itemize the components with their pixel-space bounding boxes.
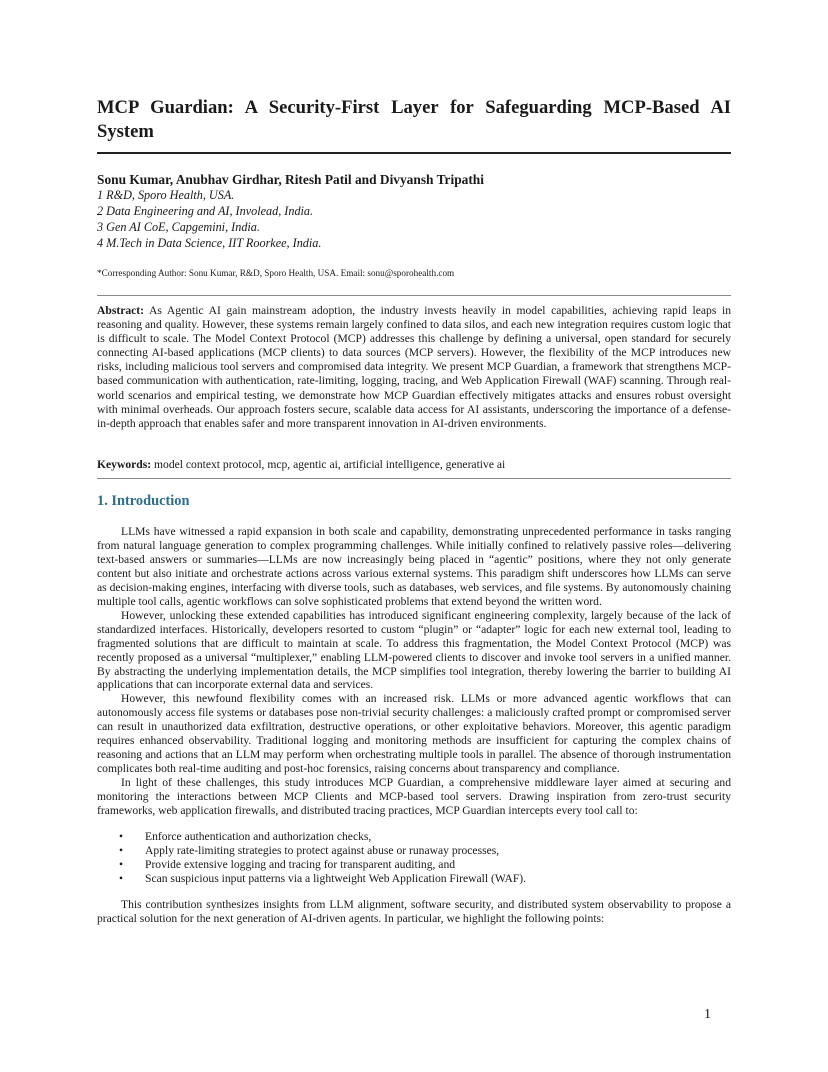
intro-paragraph-2: However, unlocking these extended capabilities has introduced significant engineering complexity, largely because of the lack of standardized interfaces. Historically, developers resorted to custom “plugin” or “adapter” logic for each new external tool, leading to fragmented solutions that are difficult to maintain at scale. To address this fragmentation, the Model Context Protocol (MCP) was recently proposed as a universal “multiplexer,” enabling LLM-powered clients to discover and invoke tool servers in a unified manner. By abstracting the underlying implementation details, the MCP simplifies tool integration, thereby lowering the barrier to building AI applications that can incorporate external data and services. [97, 608, 731, 692]
keywords [97, 458, 731, 472]
intro-paragraph-5: This contribution synthesizes insights from LLM alignment, software security, and distributed system observability to propose a practical solution for the next generation of AI-driven agents. In particular, we highlight the following points: [97, 897, 731, 925]
list-item [119, 871, 731, 886]
bullet-icon: • [119, 843, 124, 857]
list-item-text: Provide extensive logging and tracing for transparent auditing, and [145, 857, 456, 871]
list-item-text: Enforce authentication and authorization checks, [145, 830, 372, 844]
affiliation-3: 3 Gen AI CoE, Capgemini, India. [97, 220, 260, 234]
introduction-body [97, 525, 731, 926]
bullet-icon: • [119, 857, 124, 871]
affiliation-1: 1 R&D, Sporo Health, USA. [97, 188, 235, 202]
title-divider [97, 152, 731, 154]
abstract [97, 304, 731, 431]
abstract-label: Abstract: [97, 304, 145, 317]
guardian-capabilities-list [97, 830, 731, 886]
keywords-divider [97, 478, 731, 479]
affiliation-2: 2 Data Engineering and AI, Involead, India. [97, 204, 314, 218]
corresponding-author-note: *Corresponding Author: Sonu Kumar, R&D, Sporo Health, USA. Email: sonu@sporohealth.com [97, 268, 455, 278]
affiliation-list [97, 187, 321, 251]
intro-paragraph-3: However, this newfound flexibility comes with an increased risk. LLMs or more advanced agentic workflows that can autonomously access file systems or databases pose non-trivial security challenges: a maliciously crafted prompt or compromised server can result in unauthorized data exfiltration, destructive operations, or other exploitative behaviors. Moreover, this agentic paradigm requires enhanced observability. Traditional logging and monitoring methods are insufficient for capturing the complex chains of reasoning and actions that an LLM may perform when orchestrating multiple tools in parallel. The absence of thorough instrumentation complicates both real-time auditing and post-hoc forensics, raising concerns about transparency and compliance. [97, 692, 731, 776]
abstract-top-divider [97, 295, 731, 296]
bullet-icon: • [119, 830, 124, 844]
section-heading-introduction: 1. Introduction [97, 493, 190, 509]
list-item [119, 830, 731, 844]
list-item-text: Apply rate-limiting strategies to protect against abuse or runaway processes, [145, 843, 500, 857]
affiliation-4: 4 M.Tech in Data Science, IIT Roorkee, India. [97, 236, 322, 250]
paper-title: MCP Guardian: A Security-First Layer for Safeguarding MCP-Based AI System [97, 97, 731, 142]
list-item-text: Scan suspicious input patterns via a lightweight Web Application Firewall (WAF). [145, 871, 527, 885]
intro-paragraph-1: LLMs have witnessed a rapid expansion in both scale and capability, demonstrating unprecedented performance in tasks ranging from natural language generation to complex programming challenges. While initially confined to relatively passive roles—delivering text-based answers or summaries—LLMs are now increasingly being placed in “agentic” positions, where they not only generate content but also initiate and orchestrate actions across various external systems. This paradigm shift underscores how LLMs can serve as decision-making engines, interfacing with diverse tools, such as databases, web services, and file systems. By autonomously chaining multiple tool calls, agentic workflows can solve sophisticated problems that extend beyond the written word. [97, 525, 731, 608]
bullet-icon: • [119, 871, 124, 885]
page-number: 1 [704, 1007, 711, 1022]
intro-paragraph-4: In light of these challenges, this study introduces MCP Guardian, a comprehensive middleware layer aimed at securing and monitoring the interactions between MCP Clients and MCP-based tool servers. Drawing inspiration from zero-trust security frameworks, web application firewalls, and distributed tracing practices, MCP Guardian intercepts every tool call to: [97, 776, 731, 818]
keywords-label: Keywords: [97, 458, 152, 471]
list-item [119, 843, 731, 858]
list-item [119, 857, 731, 872]
abstract-text: As Agentic AI gain mainstream adoption, the industry invests heavily in model capabilities, achieving rapid leaps in reasoning and quality. However, these systems remain largely confined to data silos, and each new integration requires custom logic that is difficult to scale. The Model Context Protocol (MCP) addresses this challenge by defining a universal, open standard for securely connecting AI-based applications (MCP clients) to data sources (MCP servers). However, the flexibility of the MCP introduces new risks, including malicious tool servers and compromised data integrity. We present MCP Guardian, a framework that strengthens MCP-based communication with authentication, rate-limiting, logging, tracing, and Web Application Firewall (WAF) scanning. Through real-world scenarios and empirical testing, we demonstrate how MCP Guardian effectively mitigates attacks and ensures robust oversight with minimal overheads. Our approach fosters secure, scalable data access for AI assistants, underscoring the importance of a defense-in-depth approach that enables safer and more transparent innovation in AI-driven environments. [97, 304, 731, 430]
keywords-text: model context protocol, mcp, agentic ai, artificial intelligence, generative ai [154, 458, 506, 471]
author-list: Sonu Kumar, Anubhav Girdhar, Ritesh Patil and Divyansh Tripathi [97, 172, 484, 187]
